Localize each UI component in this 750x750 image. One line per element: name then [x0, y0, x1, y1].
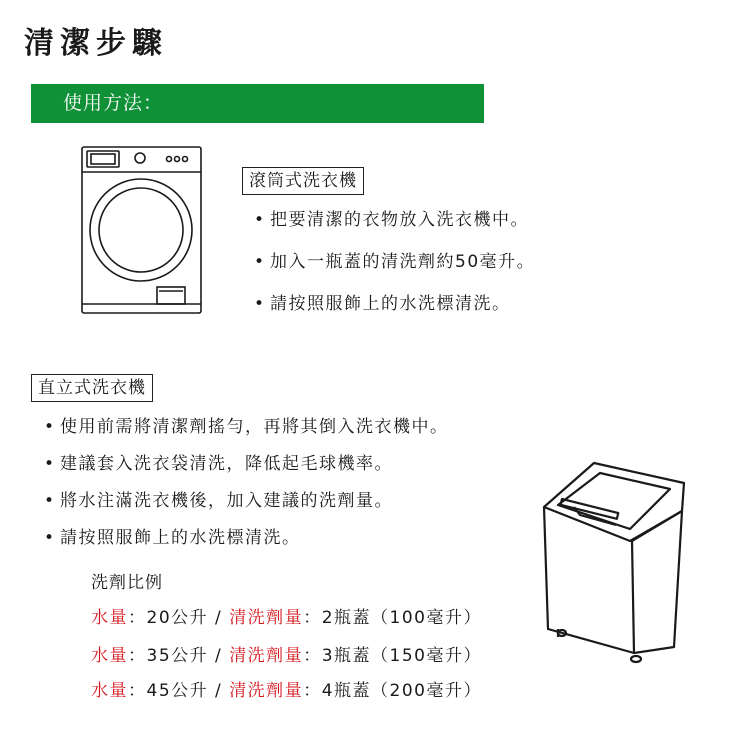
colon: ： — [303, 608, 322, 628]
water-amount: 35公升 — [146, 646, 209, 666]
dosage-row — [91, 643, 482, 669]
detergent-amount: 2瓶蓋（100毫升） — [321, 608, 482, 628]
detergent-label: 清洗劑量 — [229, 608, 304, 628]
colon: ： — [303, 646, 322, 666]
list-item: • 加入一瓶蓋的清洗劑約50毫升。 — [254, 249, 535, 291]
front-loader-steps — [254, 207, 535, 333]
page-title: 清潔步驟 — [24, 26, 168, 61]
top-loader-washer-icon — [536, 455, 692, 667]
colon: ： — [303, 681, 322, 701]
water-label: 水量 — [91, 646, 128, 666]
top-loader-title: 直立式洗衣機 — [31, 374, 153, 402]
water-amount: 20公升 — [146, 608, 209, 628]
dosage-heading: 洗劑比例 — [91, 573, 163, 593]
method-banner-label: 使用方法： — [63, 92, 164, 114]
list-item: • 請按照服飾上的水洗標清洗。 — [44, 525, 449, 562]
list-item: • 請按照服飾上的水洗標清洗。 — [254, 291, 535, 333]
front-loader-title: 滾筒式洗衣機 — [242, 167, 364, 195]
separator: / — [208, 608, 230, 628]
colon: ： — [128, 608, 147, 628]
front-loader-washer-icon — [76, 144, 208, 318]
list-item: • 把要清潔的衣物放入洗衣機中。 — [254, 207, 535, 249]
detergent-amount: 4瓶蓋（200毫升） — [321, 681, 482, 701]
water-amount: 45公升 — [146, 681, 209, 701]
water-label: 水量 — [91, 681, 128, 701]
detergent-label: 清洗劑量 — [229, 681, 304, 701]
list-item: • 使用前需將清潔劑搖勻，再將其倒入洗衣機中。 — [44, 414, 449, 451]
detergent-label: 清洗劑量 — [229, 646, 304, 666]
dosage-row — [91, 605, 482, 631]
separator: / — [208, 646, 230, 666]
colon: ： — [128, 681, 147, 701]
water-label: 水量 — [91, 608, 128, 628]
dosage-row — [91, 678, 482, 704]
colon: ： — [128, 646, 147, 666]
separator: / — [208, 681, 230, 701]
list-item: • 建議套入洗衣袋清洗，降低起毛球機率。 — [44, 451, 449, 488]
top-loader-steps — [44, 414, 449, 562]
detergent-amount: 3瓶蓋（150毫升） — [321, 646, 482, 666]
method-banner — [31, 84, 484, 123]
list-item: • 將水注滿洗衣機後，加入建議的洗劑量。 — [44, 488, 449, 525]
